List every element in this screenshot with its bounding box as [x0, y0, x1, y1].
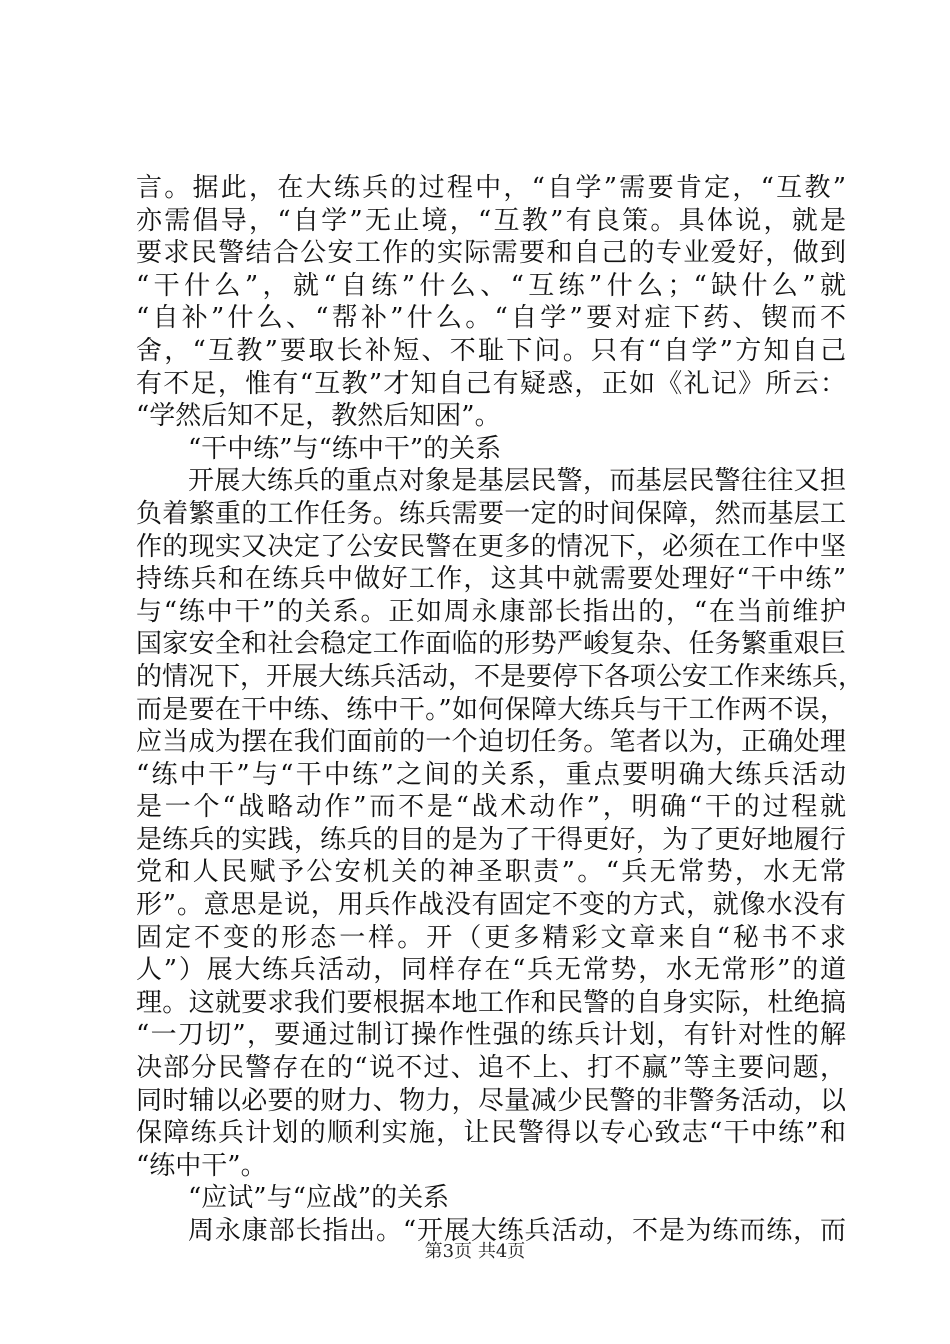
page-footer: [0, 1240, 950, 1264]
text-line: 是练兵的实践，练兵的目的是为了干得更好，为了更好地履行: [136, 824, 846, 855]
text-line: 保障练兵计划的顺利实施，让民警得以专心致志“干中练”和: [136, 1118, 846, 1149]
text-line: 持练兵和在练兵中做好工作，这其中就需要处理好“干中练”: [136, 564, 846, 595]
text-line: 的情况下，开展大练兵活动，不是要停下各项公安工作来练兵，: [136, 661, 865, 692]
text-line: 要求民警结合公安工作的实际需要和自己的专业爱好，做到: [136, 238, 846, 269]
section-heading: “干中练”与“练中干”的关系: [188, 433, 502, 464]
text-line: “干什么”，就“自练”什么、“互练”什么；“缺什么”就: [136, 270, 846, 301]
text-line: 与“练中干”的关系。正如周永康部长指出的，“在当前维护: [136, 596, 846, 627]
text-line: “一刀切”，要通过制订操作性强的练兵计划，有针对性的解: [136, 1020, 846, 1051]
text-line: 国家安全和社会稳定工作面临的形势严峻复杂、任务繁重艰巨: [136, 629, 846, 660]
text-line: “练中干”。: [136, 1150, 267, 1181]
section-heading: “应试”与“应战”的关系: [188, 1183, 450, 1214]
text-line: “练中干”与“干中练”之间的关系，重点要明确大练兵活动: [136, 759, 846, 790]
text-line: 亦需倡导，“自学”无止境，“互教”有良策。具体说，就是: [136, 205, 846, 236]
text-line: 言。据此，在大练兵的过程中，“自学”需要肯定，“互教”: [136, 173, 846, 203]
document-body: [136, 172, 865, 1248]
text-line: 党和人民赋予公安机关的神圣职责”。“兵无常势，水无常: [136, 857, 846, 888]
text-line: 负着繁重的工作任务。练兵需要一定的时间保障，然而基层工: [136, 498, 846, 529]
text-line: 而是要在干中练、练中干。”如何保障大练兵与干工作两不误，: [136, 694, 846, 725]
text-line: 作的现实又决定了公安民警在更多的情况下，必须在工作中坚: [136, 531, 846, 562]
text-line: 固定不变的形态一样。开（更多精彩文章来自“秘书不求: [136, 922, 846, 953]
text-line: 人”）展大练兵活动，同样存在“兵无常势，水无常形”的道: [136, 955, 846, 986]
text-line: 应当成为摆在我们面前的一个迫切任务。笔者以为，正确处理: [136, 727, 846, 758]
text-line: 决部分民警存在的“说不过、追不上、打不赢”等主要问题，: [136, 1053, 846, 1084]
text-line: 理。这就要求我们要根据本地工作和民警的自身实际，杜绝搞: [136, 987, 846, 1018]
text-line: 开展大练兵的重点对象是基层民警，而基层民警往往又担: [188, 466, 846, 497]
text-line: 周永康部长指出。“开展大练兵活动，不是为练而练，而: [188, 1216, 846, 1246]
text-line: 有不足，惟有“互教”才知自己有疑惑，正如《礼记》所云：: [136, 368, 846, 399]
text-line: 是一个“战略动作”而不是“战术动作”，明确“干的过程就: [136, 792, 846, 823]
text-line: 同时辅以必要的财力、物力，尽量减少民警的非警务活动，以: [136, 1085, 846, 1116]
text-line: 舍，“互教”要取长补短、不耻下问。只有“自学”方知自己: [136, 335, 846, 366]
text-line: “自补”什么、“帮补”什么。“自学”要对症下药、锲而不: [136, 303, 846, 334]
page-number-label: 第3页 共4页: [424, 1241, 526, 1262]
text-line: 形”。意思是说，用兵作战没有固定不变的方式，就像水没有: [136, 890, 846, 921]
text-line: “学然后知不足，教然后知困”。: [136, 401, 501, 432]
